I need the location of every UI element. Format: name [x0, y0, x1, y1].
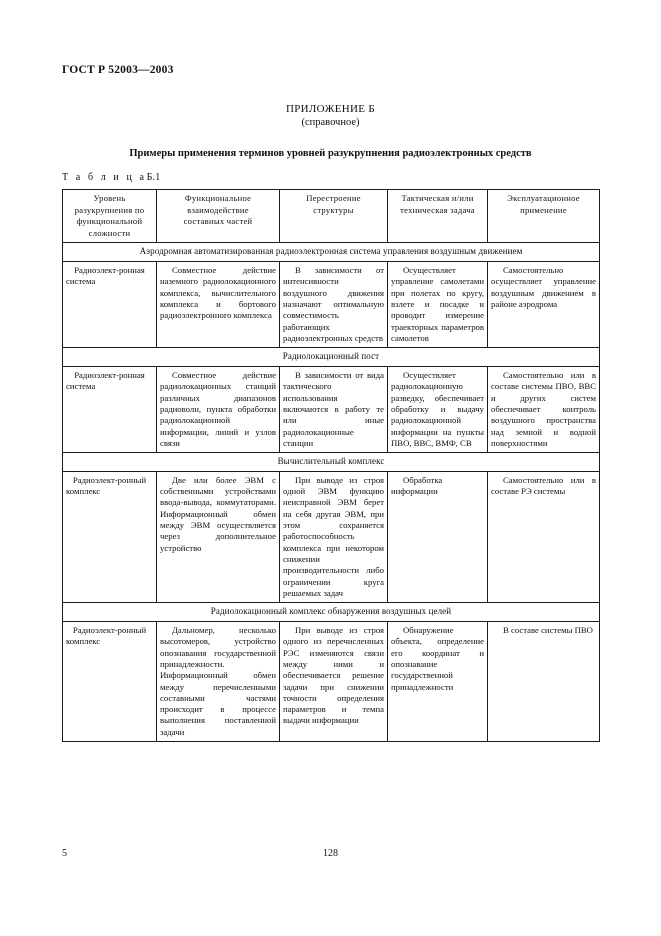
table-heading: Примеры применения терминов уровней разукрупнения радиоэлектронных средств [129, 148, 532, 159]
header-line: взаимодействие [187, 204, 249, 215]
cell-application [488, 621, 600, 741]
table-row [63, 366, 600, 452]
table-section-row [63, 243, 600, 262]
cell-text: Обнаружение объекта, определение его координат и опознавание государственной принадлежности [391, 624, 484, 692]
cell-task [388, 471, 488, 602]
cell-level: Радиоэлект-ронный комплекс [63, 621, 157, 741]
table-header-row [63, 190, 600, 243]
cell-text: Осуществляет управление самолетами при полетах по кругу, взлете и посадке и проводит измерение траекторных параметров самолетов [391, 265, 484, 343]
table-row [63, 621, 600, 741]
standard-code: ГОСТ Р 52003—2003 [62, 64, 174, 76]
cell-text: При выводе из строя одной ЭВМ функцию неисправной ЭВМ берет на себя другая ЭВМ, при этом сохраняется работоспособность комплекса при некотором снижении производительности либо ограничении круга решаемых задач [283, 474, 384, 598]
cell-text: Две или более ЭВМ с собственными устройствами ввода-вывода, коммутаторами. Информационный обмен между ЭВМ осуществляется через дополнительное устройство [160, 474, 276, 553]
cell-text: Осуществляет радиолокационную разведку, обеспечивает обработку и выдачу радиолокационной информации на пункты ПВО, ВВС, ВМФ, СВ [391, 369, 484, 448]
cell-level: Радиоэлект-ронная система [63, 262, 157, 348]
header-line: Перестроение [306, 193, 361, 203]
cell-text: В составе системы ПВО [503, 624, 593, 635]
header-line: Тактическая и/или [401, 193, 474, 203]
cell-text: Самостоятельно осуществляет управление воздушным движением в районе аэродрома [491, 265, 596, 309]
cell-level: Радиоэлект-ронная система [63, 366, 157, 452]
cell-text: Самостоятельно или в составе системы ПВО, ВВС и других систем обеспечивает контроль воздушного пространства над земной и водной поверхностями [491, 369, 596, 448]
header-line: Уровень [93, 193, 126, 203]
header-line: Функциональное [184, 193, 252, 203]
cell-application [488, 471, 600, 602]
column-header-level [63, 190, 157, 243]
section-title-computing-complex: Вычислительный комплекс [63, 453, 600, 472]
cell-text: В зависимости от интенсивности воздушного движения назначают оптимальную совместимость работающих радиоэлектронных средств [283, 265, 384, 343]
header-line: применение [520, 204, 567, 215]
cell-restructuring [280, 621, 388, 741]
table-row [63, 471, 600, 602]
cell-restructuring [280, 366, 388, 452]
cell-task [388, 366, 488, 452]
cell-application [488, 262, 600, 348]
header-line: Эксплуатационное [507, 193, 580, 203]
cell-text: Обработка информации [391, 474, 443, 497]
cell-text: Совместное действие радиолокационных станций различных диапазонов радиоволн, пункта обработки радиолокационной информации, линий и узлов связи [160, 369, 276, 448]
cell-interaction [157, 471, 280, 602]
cell-text: Самостоятельно или в составе РЭ системы [491, 474, 596, 497]
cell-restructuring [280, 471, 388, 602]
cell-text: При выводе из строя одного из перечисленных РЭС изменяются связи между ними и обеспечивается решение задачи при снижении точности определения параметров и темпа выдачи информации [283, 624, 384, 726]
appendix-title: ПРИЛОЖЕНИЕ Б [286, 103, 375, 115]
cell-task [388, 262, 488, 348]
cell-text: Совместное действие наземного радиолокационного комплекса, вычислительного комплекса и бортового радиоэлектронного комплекса [160, 265, 276, 321]
table-row [63, 262, 600, 348]
table-section-row [63, 348, 600, 367]
table-section-row [63, 453, 600, 472]
table-label-number: Б.1 [146, 172, 161, 183]
cell-level: Радиоэлект-ронный комплекс [63, 471, 157, 602]
table-label-word: Т а б л и ц а [62, 172, 147, 183]
cell-interaction [157, 262, 280, 348]
header-line: сложности [88, 227, 131, 238]
cell-task [388, 621, 488, 741]
cell-interaction [157, 621, 280, 741]
cell-interaction [157, 366, 280, 452]
footer-left-folio: 5 [62, 848, 67, 859]
header-line: техническая задача [400, 204, 475, 215]
header-line: разукрупнения по [74, 204, 145, 215]
cell-text: Дальномер, несколько высотомеров, устройство опознавания государственной принадлежности. Информационный обмен между перечисленными составными частями происходит в процессе выполнения поставленной задачи [160, 624, 276, 737]
column-header-restructuring [280, 190, 388, 243]
footer-center-folio: 128 [323, 848, 338, 859]
cell-application [488, 366, 600, 452]
section-title-radar-detection-complex: Радиолокационный комплекс обнаружения воздушных целей [63, 603, 600, 622]
appendix-heading-block [0, 103, 661, 128]
appendix-subtitle: (справочное) [301, 117, 360, 128]
column-header-application [488, 190, 600, 243]
section-title-radar-post: Радиолокационный пост [63, 348, 600, 367]
cell-text: В зависимости от вида тактического использования включаются в работу те или иные радиолокационные станции [283, 369, 384, 448]
section-title-airfield-ats: Аэродромная автоматизированная радиоэлектронная система управления воздушным движением [63, 243, 600, 262]
column-header-task [388, 190, 488, 243]
examples-table [62, 189, 600, 742]
header-line: структуры [313, 204, 354, 215]
header-line: составных частей [183, 216, 253, 227]
column-header-interaction [157, 190, 280, 243]
cell-restructuring [280, 262, 388, 348]
table-container [62, 189, 599, 742]
table-section-row [63, 603, 600, 622]
header-line: функциональной [76, 216, 143, 227]
table-label [62, 172, 160, 183]
